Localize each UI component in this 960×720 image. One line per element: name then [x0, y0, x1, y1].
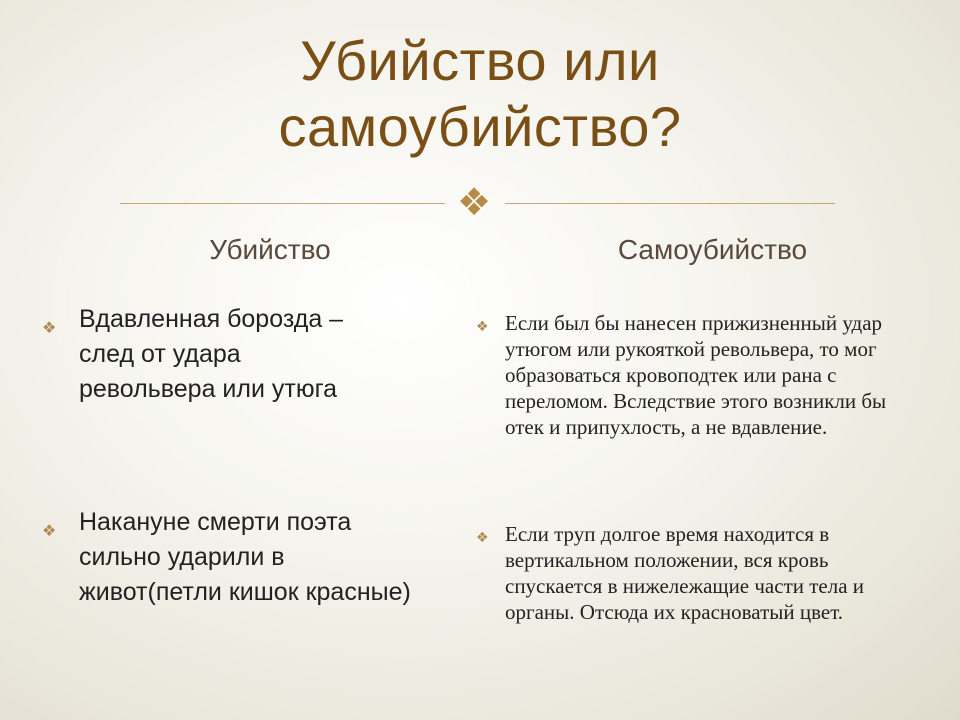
bullet-ornament-icon: ❖	[476, 530, 489, 546]
bullet-ornament-icon: ❖	[476, 319, 489, 335]
left-bullet-2	[42, 505, 412, 610]
bullet-ornament-icon: ❖	[42, 521, 57, 540]
scroll-ornament-icon: ❖	[456, 180, 492, 224]
divider-line-left	[120, 203, 445, 204]
right-bullet-2	[476, 521, 926, 625]
right-column-heading: Самоубийство	[617, 234, 808, 265]
bullet-text: Накануне смерти поэта сильно ударили в живот(петли кишок красные)	[79, 508, 411, 606]
bullet-ornament-icon: ❖	[42, 318, 57, 337]
slide-title: Убийство или самоубийство?	[278, 29, 682, 158]
bullet-text: Если был бы нанесен прижизненный удар утюгом или рукояткой револьвера, то мог образоваться кровоподтек или рана с переломом. Вследствие этого возникли бы отек и припухлость, а не вдавление.	[505, 311, 887, 439]
divider-line-right	[505, 203, 835, 204]
bullet-text: Если труп долгое время находится в вертикальном положении, вся кровь спускается в нижележащие части тела и органы. Отсюда их красноватый цвет.	[505, 522, 865, 624]
right-bullet-1	[476, 310, 926, 440]
bullet-text: Вдавленная борозда – след от удара револьвера или утюга	[79, 305, 344, 403]
left-bullet-1	[42, 302, 372, 407]
left-column-heading: Убийство	[209, 234, 331, 265]
